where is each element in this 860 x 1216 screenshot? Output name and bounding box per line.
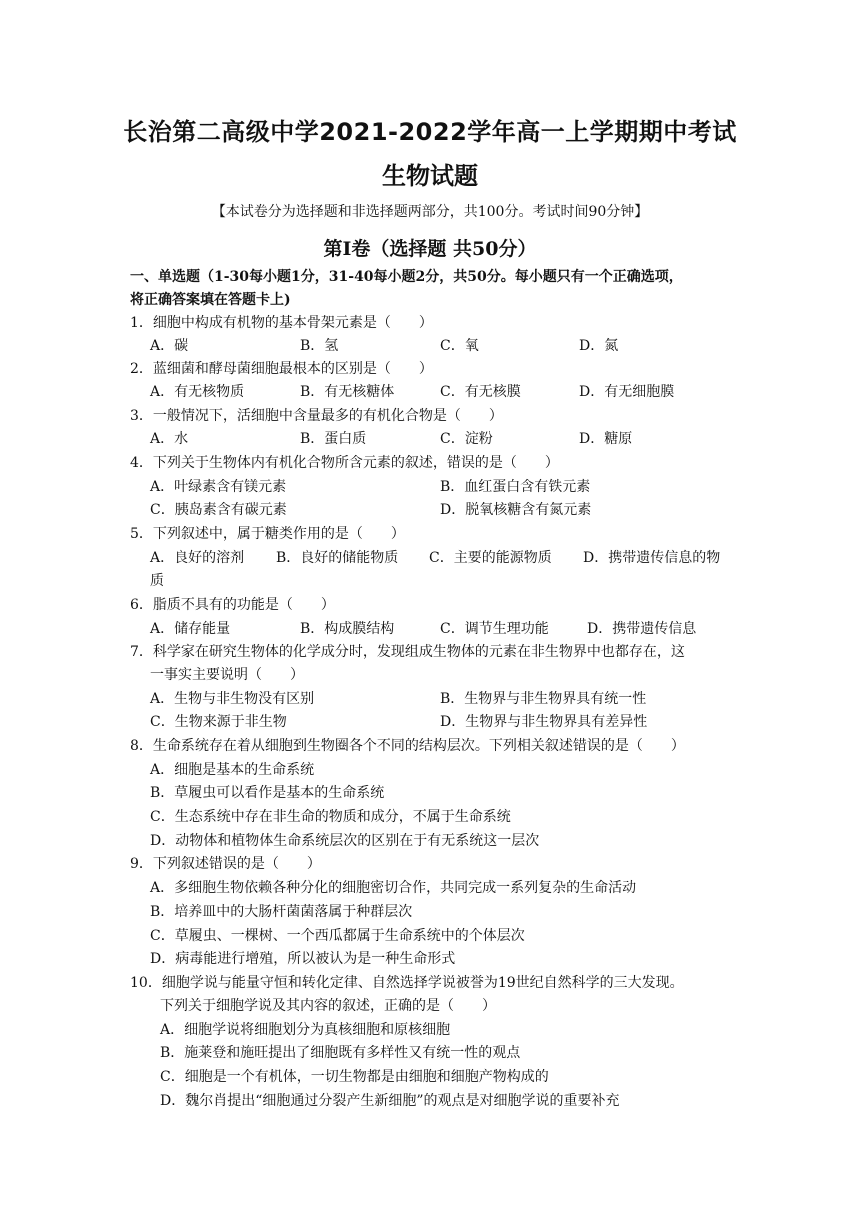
question-7: 7．科学家在研究生物体的化学成分时，发现组成生物体的元素在非生物界中也都存在，这 — [130, 644, 685, 660]
exam-subtitle: 生物试题 — [382, 162, 478, 190]
q3-option-d: D．糖原 — [579, 431, 633, 447]
q8-option-d: D．动物体和植物体生命系统层次的区别在于有无系统这一层次 — [150, 833, 540, 849]
question-10: 10．细胞学说与能量守恒和转化定律、自然选择学说被誉为19世纪自然科学的三大发现。 — [130, 975, 684, 991]
q1-option-d: D．氮 — [579, 338, 619, 354]
question-4: 4．下列关于生物体内有机化合物所含元素的叙述，错误的是（ ） — [130, 455, 559, 471]
q4-option-a: A．叶绿素含有镁元素 — [150, 479, 287, 495]
q10-option-a: A．细胞学说将细胞划分为真核细胞和原核细胞 — [160, 1022, 451, 1038]
q9-option-b: B．培养皿中的大肠杆菌菌落属于种群层次 — [150, 904, 413, 920]
question-10-wrap: 下列关于细胞学说及其内容的叙述，正确的是（ ） — [160, 998, 496, 1014]
q5-option-b: B．良好的储能物质 — [276, 550, 399, 566]
q1-option-a: A．碳 — [150, 338, 189, 354]
question-6: 6．脂质不具有的功能是（ ） — [130, 597, 335, 613]
q8-option-a: A．细胞是基本的生命系统 — [150, 762, 315, 778]
q4-option-b: B．血红蛋白含有铁元素 — [440, 479, 591, 495]
q7-option-c: C．生物来源于非生物 — [150, 714, 287, 730]
q3-option-c: C．淀粉 — [440, 431, 493, 447]
q6-option-c: C．调节生理功能 — [440, 621, 549, 637]
question-3: 3．一般情况下，活细胞中含量最多的有机化合物是（ ） — [130, 408, 503, 424]
q5-option-a: A．良好的溶剂 — [150, 550, 245, 566]
q6-option-b: B．构成膜结构 — [300, 621, 395, 637]
question-7-wrap: 一事实主要说明（ ） — [150, 667, 304, 683]
question-9: 9．下列叙述错误的是（ ） — [130, 856, 321, 872]
q3-option-b: B．蛋白质 — [300, 431, 367, 447]
q2-option-c: C．有无核膜 — [440, 384, 521, 400]
question-1: 1．细胞中构成有机物的基本骨架元素是（ ） — [130, 315, 433, 331]
q10-option-b: B．施莱登和施旺提出了细胞既有多样性又有统一性的观点 — [160, 1045, 521, 1061]
q10-option-d: D．魏尔肖提出“细胞通过分裂产生新细胞”的观点是对细胞学说的重要补充 — [160, 1093, 620, 1109]
q1-option-b: B．氢 — [300, 338, 339, 354]
q5-option-d-wrap: 质 — [150, 573, 164, 589]
q5-option-d: D．携带遗传信息的物 — [583, 550, 721, 566]
q2-option-b: B．有无核糖体 — [300, 384, 395, 400]
q2-option-d: D．有无细胞膜 — [579, 384, 675, 400]
q1-option-c: C．氧 — [440, 338, 479, 354]
q8-option-c: C．生态系统中存在非生命的物质和成分，不属于生命系统 — [150, 809, 511, 825]
q10-option-c: C．细胞是一个有机体，一切生物都是由细胞和细胞产物构成的 — [160, 1069, 549, 1085]
q6-option-a: A．储存能量 — [150, 621, 231, 637]
q4-option-c: C．胰岛素含有碳元素 — [150, 502, 287, 518]
q3-option-a: A．水 — [150, 431, 189, 447]
q2-option-a: A．有无核物质 — [150, 384, 245, 400]
question-5: 5．下列叙述中，属于糖类作用的是（ ） — [130, 526, 405, 542]
section-heading: 第Ⅰ卷（选择题 共50分） — [323, 238, 537, 260]
q7-option-b: B．生物界与非生物界具有统一性 — [440, 691, 647, 707]
q6-option-d: D．携带遗传信息 — [587, 621, 697, 637]
question-8: 8．生命系统存在着从细胞到生物圈各个不同的结构层次。下列相关叙述错误的是（ ） — [130, 738, 685, 754]
q4-option-d: D．脱氧核糖含有氮元素 — [440, 502, 592, 518]
question-2: 2．蓝细菌和酵母菌细胞最根本的区别是（ ） — [130, 361, 433, 377]
exam-title: 长治第二高级中学2021-2022学年高一上学期期中考试 — [123, 118, 737, 146]
q7-option-d: D．生物界与非生物界具有差异性 — [440, 714, 648, 730]
exam-note: 【本试卷分为选择题和非选择题两部分，共100分。考试时间90分钟】 — [211, 204, 649, 220]
instruction-line-1: 一、单选题（1-30每小题1分，31-40每小题2分，共50分。每小题只有一个正确选项， — [130, 269, 683, 285]
q8-option-b: B．草履虫可以看作是基本的生命系统 — [150, 785, 385, 801]
q9-option-a: A．多细胞生物依赖各种分化的细胞密切合作，共同完成一系列复杂的生命活动 — [150, 880, 637, 896]
instruction-line-2: 将正确答案填在答题卡上) — [130, 292, 291, 308]
q9-option-c: C．草履虫、一棵树、一个西瓜都属于生命系统中的个体层次 — [150, 928, 525, 944]
q5-option-c: C．主要的能源物质 — [429, 550, 552, 566]
q9-option-d: D．病毒能进行增殖，所以被认为是一种生命形式 — [150, 951, 456, 967]
q7-option-a: A．生物与非生物没有区别 — [150, 691, 315, 707]
